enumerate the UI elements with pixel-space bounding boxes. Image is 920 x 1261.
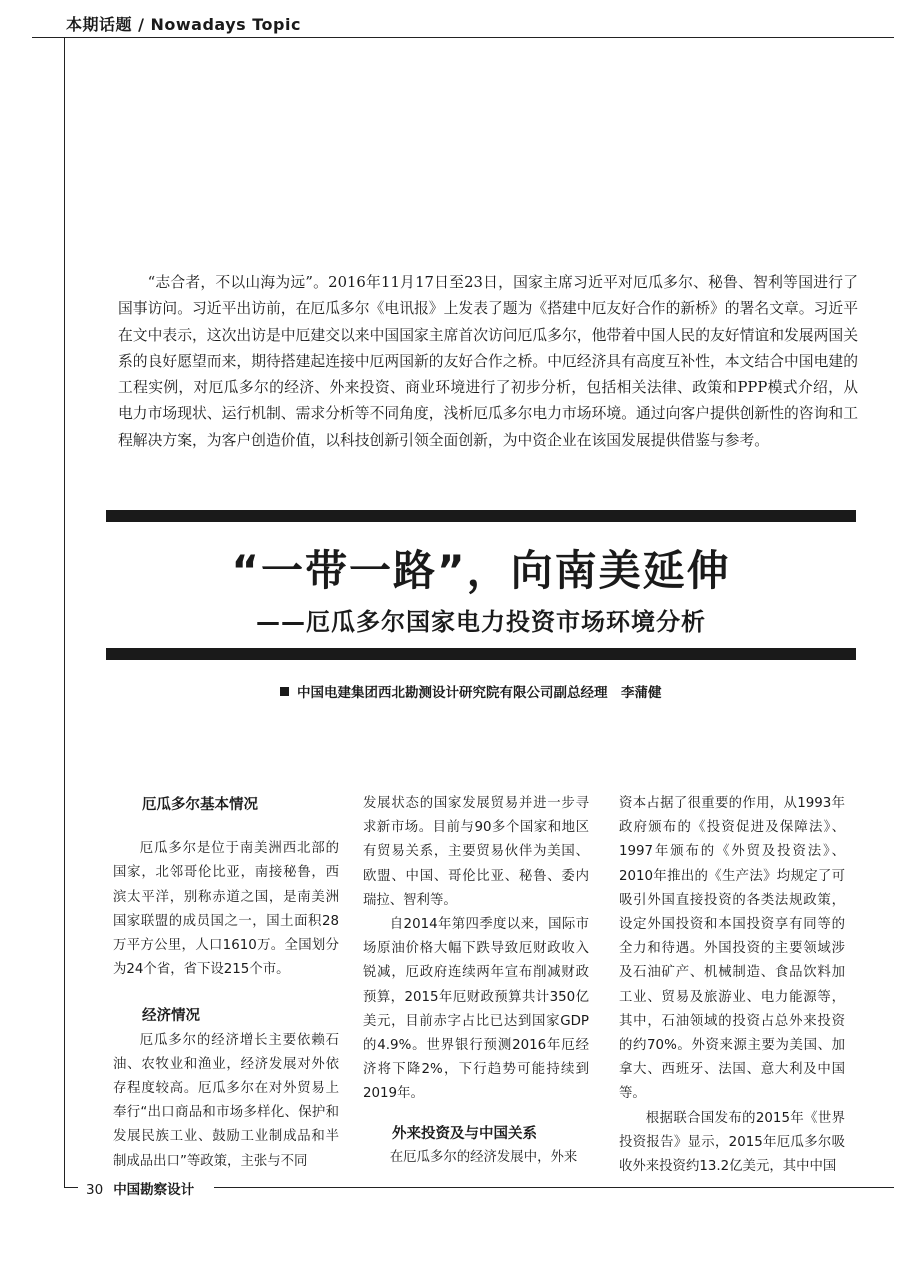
body-paragraph: 在厄瓜多尔的经济发展中，外来 bbox=[389, 1149, 578, 1165]
footer-rule-left bbox=[64, 1187, 78, 1188]
page-number: 30 bbox=[86, 1182, 104, 1198]
intro-paragraph: “志合者，不以山海为远”。2016年11月17日至23日，国家主席习近平对厄瓜多尔、秘鲁、智利等国进行了国事访问。习近平出访前，在厄瓜多尔《电讯报》上发表了题为《搭建中厄友好合作的新桥》的署名文章。习近平在文中表示，这次出访是中厄建交以来中国国家主席首次访问厄瓜多尔，他带着中国人民的友好情谊和发展两国关系的良好愿望而来，期待搭建起连接中厄两国新的友好合作之桥。中厄经济具有高度互补性，本文结合中国电建的工程实例，对厄瓜多尔的经济、外来投资、商业环境进行了初步分析，包括相关法律、政策和PPP模式介绍，从电力市场现状、运行机制、需求分析等不同角度，浅析厄瓜多尔电力市场环境。通过向客户提供创新性的咨询和工程解决方案，为客户创造价值，以科技创新引领全面创新，为中资企业在该国发展提供借鉴与参考。 bbox=[118, 274, 858, 449]
title-bar-bottom bbox=[106, 648, 856, 660]
body-paragraph: 自2014年第四季度以来，国际市场原油价格大幅下跌导致厄财政收入锐减，厄政府连续两年宣布削减财政预算，2015年厄财政预算共计350亿美元，目前赤字占比已达到国家GDP的4.9%。世界银行预测2016年厄经济将下降2%，下行趋势可能持续到2019年。 bbox=[363, 917, 589, 1102]
body-paragraph: 厄瓜多尔的经济增长主要依赖石油、农牧业和渔业，经济发展对外依存程度较高。厄瓜多尔在对外贸易上奉行“出口商品和市场多样化、保护和发展民族工业、鼓励工业制成品和半制成品出口”等政策，主张与不同 bbox=[113, 1032, 339, 1169]
body-column-2 bbox=[363, 792, 589, 1170]
section-heading: 外来投资及与中国关系 bbox=[392, 1125, 537, 1142]
body-paragraph: 资本占据了很重要的作用，从1993年政府颁布的《投资促进及保障法》、1997年颁布的《外贸及投资法》、2010年推出的《生产法》均规定了可吸引外国直接投资的各类法规政策，设定外国投资和本国投资享有同等的全力和待遇。外国投资的主要领域涉及石油矿产、机械制造、食品饮料加工业、贸易及旅游业、电力能源等，其中，石油领域的投资占总外来投资的约70%。外资来源主要为美国、加拿大、西班牙、法国、意大利及中国等。 bbox=[619, 796, 845, 1102]
footer-rule bbox=[214, 1187, 894, 1188]
body-column-3 bbox=[619, 792, 845, 1179]
author-text: 中国电建集团西北勘测设计研究院有限公司副总经理 李蒲健 bbox=[297, 685, 662, 701]
article-subtitle: ——厄瓜多尔国家电力投资市场环境分析 bbox=[256, 608, 706, 636]
body-column-1 bbox=[113, 793, 339, 1174]
footer bbox=[86, 1178, 194, 1198]
author-line bbox=[280, 681, 860, 701]
body-paragraph: 厄瓜多尔是位于南美洲西北部的国家，北邻哥伦比亚，南接秘鲁，西滨太平洋，别称赤道之国，是南美洲国家联盟的成员国之一，国土面积28万平方公里，人口1610万。全国划分为24个省，省下设215个市。 bbox=[113, 841, 339, 978]
body-paragraph: 发展状态的国家发展贸易并进一步寻求新市场。目前与90多个国家和地区有贸易关系，主要贸易伙伴为美国、欧盟、中国、哥伦比亚、秘鲁、委内瑞拉、智利等。 bbox=[363, 796, 589, 908]
header-rule bbox=[32, 37, 894, 38]
magazine-name: 中国勘察设计 bbox=[113, 1182, 195, 1198]
title-bar-top bbox=[106, 510, 856, 522]
bullet-square-icon bbox=[280, 687, 289, 696]
section-heading: 厄瓜多尔基本情况 bbox=[142, 796, 258, 813]
article-title: “一带一路”，向南美延伸 bbox=[231, 546, 731, 595]
body-paragraph: 根据联合国发布的2015年《世界投资报告》显示，2015年厄瓜多尔吸收外来投资约13.2亿美元，其中中国 bbox=[619, 1110, 845, 1175]
left-margin-rule bbox=[64, 38, 65, 1188]
section-header: 本期话题 / Nowadays Topic bbox=[66, 15, 301, 34]
section-heading: 经济情况 bbox=[142, 1008, 200, 1025]
